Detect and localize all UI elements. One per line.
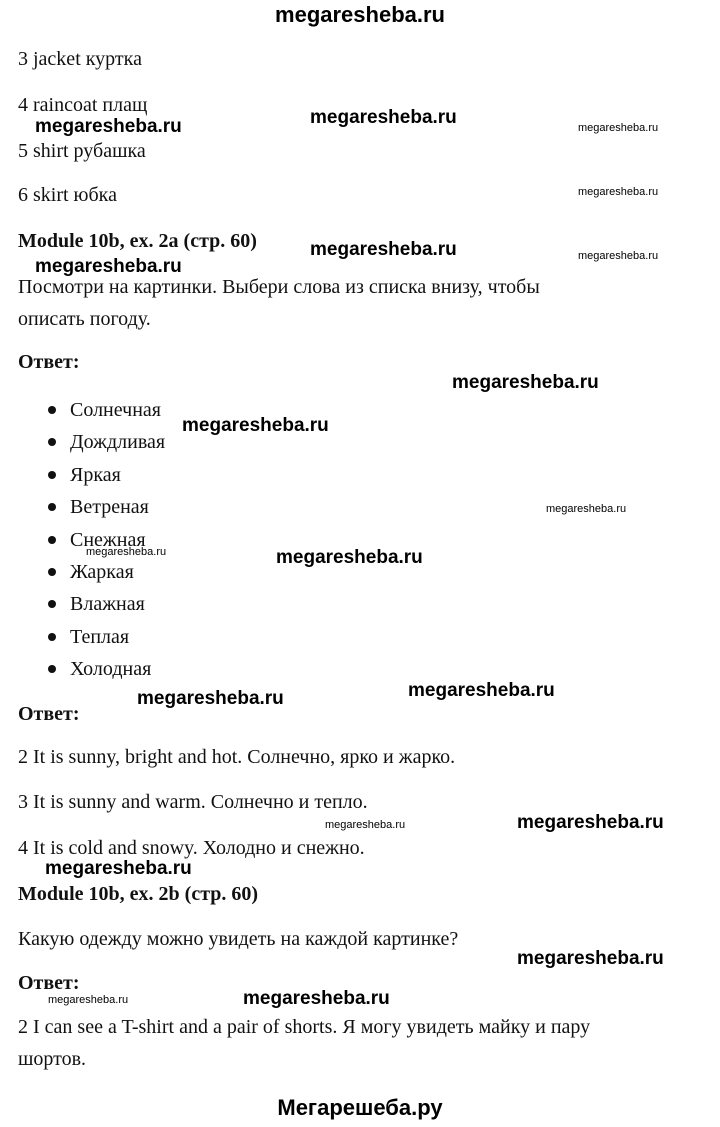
- answer-line: шортов.: [18, 1048, 87, 1070]
- list-item: Дождливая: [45, 426, 165, 458]
- bullet-icon: [48, 633, 56, 641]
- bullet-icon: [48, 438, 56, 446]
- watermark: megaresheba.ru: [452, 372, 599, 393]
- watermark: megaresheba.ru: [325, 819, 406, 831]
- watermark: megaresheba.ru: [546, 503, 627, 515]
- vocab-item: 6 skirt юбка: [18, 184, 117, 206]
- exercise-2a-instruction: описать погоду.: [18, 308, 151, 330]
- vocab-item: 4 raincoat плащ: [18, 94, 148, 116]
- answer-label: Ответ:: [18, 703, 80, 725]
- watermark: megaresheba.ru: [243, 988, 390, 1009]
- weather-word-list: [45, 394, 165, 686]
- watermark: megaresheba.ru: [86, 546, 167, 558]
- watermark: megaresheba.ru: [48, 994, 129, 1006]
- list-item: Теплая: [45, 621, 165, 653]
- list-item: Влажная: [45, 588, 165, 620]
- exercise-2a-title: Module 10b, ex. 2a (стр. 60): [18, 230, 257, 252]
- bullet-icon: [48, 600, 56, 608]
- answer-line: 4 It is cold and snowy. Холодно и снежно.: [18, 837, 365, 859]
- watermark: megaresheba.ru: [517, 948, 664, 969]
- watermark: megaresheba.ru: [408, 680, 555, 701]
- list-item: Солнечная: [45, 394, 165, 426]
- answer-label: Ответ:: [18, 972, 80, 994]
- answer-line: 2 It is sunny, bright and hot. Солнечно, ярко и жарко.: [18, 746, 456, 768]
- exercise-2a-instruction: Посмотри на картинки. Выбери слова из списка внизу, чтобы: [18, 276, 540, 298]
- exercise-2b-title: Module 10b, ex. 2b (стр. 60): [18, 883, 259, 905]
- list-item: Ветреная: [45, 491, 165, 523]
- watermark: megaresheba.ru: [45, 858, 192, 879]
- site-footer[interactable]: Мегарешеба.ру: [277, 1095, 443, 1120]
- exercise-2b-question: Какую одежду можно увидеть на каждой картинке?: [18, 928, 459, 950]
- list-item: Жаркая: [45, 556, 165, 588]
- watermark: megaresheba.ru: [578, 186, 659, 198]
- watermark: megaresheba.ru: [310, 107, 457, 128]
- watermark: megaresheba.ru: [517, 812, 664, 833]
- list-item: Холодная: [45, 653, 165, 685]
- vocab-item: 3 jacket куртка: [18, 48, 142, 70]
- watermark: megaresheba.ru: [578, 250, 659, 262]
- vocab-item: 5 shirt рубашка: [18, 140, 146, 162]
- bullet-icon: [48, 503, 56, 511]
- watermark: megaresheba.ru: [182, 415, 329, 436]
- watermark: megaresheba.ru: [310, 239, 457, 260]
- answer-line: 2 I can see a T-shirt and a pair of shorts. Я могу увидеть майку и пару: [18, 1016, 591, 1038]
- site-header[interactable]: megaresheba.ru: [275, 2, 445, 27]
- answer-label: Ответ:: [18, 351, 80, 373]
- list-item: Яркая: [45, 459, 165, 491]
- watermark: megaresheba.ru: [35, 116, 182, 137]
- bullet-icon: [48, 665, 56, 673]
- bullet-icon: [48, 568, 56, 576]
- bullet-icon: [48, 406, 56, 414]
- answer-line: 3 It is sunny and warm. Солнечно и тепло.: [18, 791, 368, 813]
- bullet-icon: [48, 536, 56, 544]
- watermark: megaresheba.ru: [137, 688, 284, 709]
- watermark: megaresheba.ru: [578, 122, 659, 134]
- list-item: Снежная: [45, 524, 165, 556]
- bullet-icon: [48, 471, 56, 479]
- watermark: megaresheba.ru: [35, 256, 182, 277]
- watermark: megaresheba.ru: [276, 547, 423, 568]
